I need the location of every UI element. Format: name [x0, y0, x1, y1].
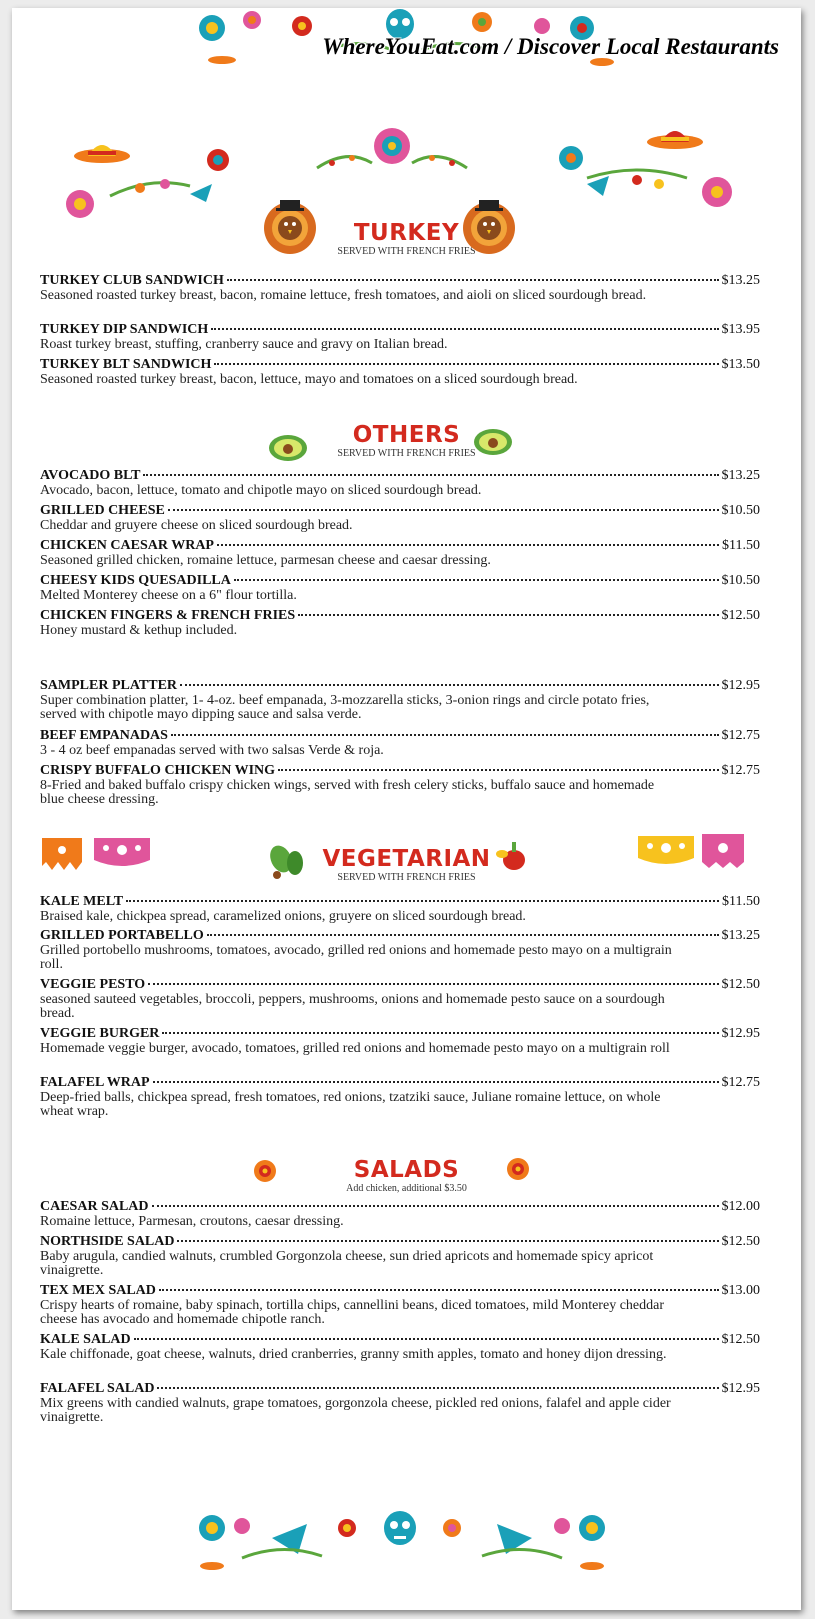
- section-header-salads: [12, 1157, 801, 1195]
- dot-leader: [134, 1338, 719, 1340]
- section-subtitle: SERVED WITH FRENCH FRIES: [337, 448, 476, 459]
- flower-icon: [506, 1157, 530, 1181]
- menu-item: [40, 503, 760, 533]
- dot-leader: [278, 769, 718, 771]
- menu-item: [40, 1283, 760, 1327]
- item-price: $12.50: [721, 608, 760, 623]
- item-price: $10.50: [721, 573, 760, 588]
- item-name: TEX MEX SALAD: [40, 1283, 156, 1298]
- flower-icon: [234, 1518, 250, 1534]
- flower-icon: [199, 15, 225, 41]
- bottom-floral-border: [182, 1498, 622, 1578]
- item-name: FALAFEL SALAD: [40, 1381, 155, 1396]
- item-price: $12.95: [721, 1381, 760, 1396]
- right-fiesta-decoration: [547, 118, 757, 218]
- item-name: TURKEY CLUB SANDWICH: [40, 273, 224, 288]
- item-price: $12.75: [721, 1075, 760, 1090]
- item-name: SAMPLER PLATTER: [40, 678, 178, 693]
- menu-item: [40, 273, 760, 303]
- item-price: $13.25: [721, 273, 760, 288]
- vegetable-icon: [267, 841, 307, 881]
- item-description: Seasoned roasted turkey breast, bacon, lettuce, mayo and tomatoes on a sliced sourdough bread.: [40, 372, 578, 387]
- left-fiesta-decoration: [40, 126, 250, 226]
- section-title: OTHERS: [352, 422, 461, 448]
- dot-leader: [171, 734, 719, 736]
- flower-icon: [374, 128, 410, 164]
- item-description: Mix greens with candied walnuts, grape tomatoes, gorgonzola cheese, pickled red onions, falafel and apple cider vinaigrette.: [40, 1396, 671, 1425]
- item-price: $12.50: [721, 977, 760, 992]
- item-price: $12.00: [721, 1199, 760, 1214]
- dot-leader: [214, 363, 718, 365]
- menu-item: [40, 608, 760, 638]
- avocado-icon: [267, 428, 309, 464]
- menu-item: [40, 1381, 760, 1425]
- flower-icon: [472, 12, 492, 32]
- dot-leader: [207, 934, 719, 936]
- item-description: 3 - 4 oz beef empanadas served with two salsas Verde & roja.: [40, 743, 384, 758]
- section-subtitle: SERVED WITH FRENCH FRIES: [337, 872, 476, 883]
- watermark: WhereYouEat.com / Discover Local Restaurants: [322, 34, 779, 59]
- flower-icon: [554, 1515, 605, 1541]
- flower-icon: [243, 11, 261, 29]
- menu-item: [40, 1199, 760, 1229]
- dot-leader: [143, 474, 718, 476]
- item-name: CHEESY KIDS QUESADILLA: [40, 573, 231, 588]
- flower-icon: [559, 146, 583, 170]
- item-name: VEGGIE PESTO: [40, 977, 146, 992]
- bird-icon: [190, 184, 212, 202]
- dot-leader: [227, 279, 719, 281]
- dot-leader: [148, 983, 718, 985]
- item-description: Avocado, bacon, lettuce, tomato and chipotle mayo on sliced sourdough bread.: [40, 483, 482, 498]
- section-title: VEGETARIAN: [322, 846, 491, 872]
- dot-leader: [159, 1289, 719, 1291]
- menu-item: [40, 728, 760, 758]
- avocado-icon: [472, 422, 514, 458]
- item-price: $12.95: [721, 678, 760, 693]
- item-description: Honey mustard & kethup included.: [40, 623, 238, 638]
- item-price: $13.25: [721, 928, 760, 943]
- item-price: $11.50: [722, 894, 760, 909]
- item-price: $10.50: [721, 503, 760, 518]
- item-price: $12.75: [721, 728, 760, 743]
- item-price: $12.50: [721, 1332, 760, 1347]
- item-description: Seasoned roasted turkey breast, bacon, romaine lettuce, fresh tomatoes, and aioli on sliced sourdough bread.: [40, 288, 647, 303]
- item-name: FALAFEL WRAP: [40, 1075, 150, 1090]
- item-description: Cheddar and gruyere cheese on sliced sourdough bread.: [40, 518, 353, 533]
- item-name: BEEF EMPANADAS: [40, 728, 168, 743]
- item-name: CAESAR SALAD: [40, 1199, 149, 1214]
- item-price: $12.50: [721, 1234, 760, 1249]
- flower-icon: [292, 16, 312, 36]
- bird-icon: [587, 176, 609, 196]
- item-description: Homemade veggie burger, avocado, tomatoes, grilled red onions and homemade pesto mayo on a multigrain roll: [40, 1041, 670, 1056]
- item-description: Deep-fried balls, chickpea spread, fresh tomatoes, red onions, tzatziki sauce, Juliane romaine lettuce, on whole wheat wrap.: [40, 1090, 661, 1119]
- dot-leader: [177, 1240, 718, 1242]
- section-title: TURKEY: [353, 220, 460, 246]
- menu-item: [40, 322, 760, 352]
- item-name: KALE MELT: [40, 894, 124, 909]
- dot-leader: [152, 1205, 719, 1207]
- item-description: Braised kale, chickpea spread, caramelized onions, gruyere on sliced sourdough bread.: [40, 909, 526, 924]
- menu-item: [40, 678, 760, 722]
- sugar-skull-icon: [384, 1511, 416, 1545]
- item-description: Romaine lettuce, Parmesan, croutons, caesar dressing.: [40, 1214, 344, 1229]
- section-header-turkey: [12, 220, 801, 258]
- item-name: TURKEY BLT SANDWICH: [40, 357, 212, 372]
- item-description: 8-Fried and baked buffalo crispy chicken wings, served with fresh celery sticks, buffalo sauce and homemade blue cheese dressing.: [40, 778, 655, 807]
- center-fiesta-decoration: [302, 118, 482, 188]
- menu-item: [40, 1026, 760, 1056]
- item-name: CHICKEN CAESAR WRAP: [40, 538, 214, 553]
- item-name: AVOCADO BLT: [40, 468, 141, 483]
- item-name: VEGGIE BURGER: [40, 1026, 160, 1041]
- dot-leader: [180, 684, 718, 686]
- turkey-icon: [260, 194, 320, 258]
- menu-page: [12, 8, 801, 1610]
- sombrero-icon: [647, 131, 703, 149]
- item-description: Crispy hearts of romaine, baby spinach, tortilla chips, cannellini beans, diced tomatoes, mild Monterey cheddar cheese has avocado and homemade chipotle ranch.: [40, 1298, 664, 1327]
- menu-item: [40, 763, 760, 807]
- section-header-vegetarian: [12, 846, 801, 884]
- turkey-icon: [459, 194, 519, 258]
- section-title: SALADS: [353, 1157, 460, 1183]
- flower-icon: [66, 190, 94, 218]
- dot-leader: [153, 1081, 719, 1083]
- item-description: seasoned sauteed vegetables, broccoli, peppers, mushrooms, onions and homemade pesto sauce on a sourdough bread.: [40, 992, 665, 1021]
- item-description: Grilled portobello mushrooms, tomatoes, avocado, grilled red onions and homemade pesto mayo on a multigrain roll.: [40, 943, 672, 972]
- dot-leader: [298, 614, 718, 616]
- item-description: Roast turkey breast, stuffing, cranberry sauce and gravy on Italian bread.: [40, 337, 448, 352]
- item-price: $13.95: [721, 322, 760, 337]
- dot-leader: [157, 1387, 718, 1389]
- item-price: $11.50: [722, 538, 760, 553]
- item-name: GRILLED CHEESE: [40, 503, 165, 518]
- dot-leader: [168, 509, 719, 511]
- dot-leader: [162, 1032, 718, 1034]
- dot-leader: [217, 544, 719, 546]
- menu-item: [40, 1075, 760, 1119]
- item-name: KALE SALAD: [40, 1332, 131, 1347]
- menu-item: [40, 1332, 760, 1362]
- item-price: $12.75: [721, 763, 760, 778]
- dot-leader: [234, 579, 719, 581]
- item-price: $13.25: [721, 468, 760, 483]
- flower-icon: [199, 1515, 225, 1541]
- item-name: NORTHSIDE SALAD: [40, 1234, 175, 1249]
- item-name: CRISPY BUFFALO CHICKEN WING: [40, 763, 276, 778]
- sombrero-icon: [200, 1562, 604, 1570]
- section-subtitle: SERVED WITH FRENCH FRIES: [337, 246, 476, 257]
- item-name: CHICKEN FINGERS & FRENCH FRIES: [40, 608, 296, 623]
- item-description: Super combination platter, 1- 4-oz. beef empanada, 3-mozzarella sticks, 3-onion rings and circle potato fries, served with chipotle mayo dipping sauce and salsa verde.: [40, 693, 650, 722]
- menu-item: [40, 538, 760, 568]
- item-description: Seasoned grilled chicken, romaine lettuce, parmesan cheese and caesar dressing.: [40, 553, 491, 568]
- dot-leader: [126, 900, 719, 902]
- menu-item: [40, 573, 760, 603]
- item-description: Melted Monterey cheese on a 6" flour tortilla.: [40, 588, 297, 603]
- menu-item: [40, 1234, 760, 1278]
- flower-icon: [443, 1519, 461, 1537]
- section-subtitle: Add chicken, additional $3.50: [346, 1183, 467, 1194]
- flower-icon: [207, 149, 229, 171]
- item-price: $13.50: [721, 357, 760, 372]
- menu-item: [40, 977, 760, 1021]
- menu-item: [40, 894, 760, 924]
- item-name: GRILLED PORTABELLO: [40, 928, 204, 943]
- menu-item: [40, 357, 760, 387]
- item-description: Baby arugula, candied walnuts, crumbled Gorgonzola cheese, sun dried apricots and homemade spicy apricot vinaigrette.: [40, 1249, 654, 1278]
- menu-item: [40, 468, 760, 498]
- section-header-others: [12, 422, 801, 460]
- dot-leader: [211, 328, 718, 330]
- item-name: TURKEY DIP SANDWICH: [40, 322, 209, 337]
- flower-icon: [338, 1519, 356, 1537]
- item-description: Kale chiffonade, goat cheese, walnuts, dried cranberries, granny smith apples, tomato and honey dijon dressing.: [40, 1347, 667, 1362]
- item-price: $13.00: [721, 1283, 760, 1298]
- vegetable-icon: [492, 836, 532, 876]
- menu-item: [40, 928, 760, 972]
- flower-icon: [702, 177, 732, 207]
- flower-icon: [253, 1159, 277, 1183]
- item-price: $12.95: [721, 1026, 760, 1041]
- sombrero-icon: [74, 145, 130, 163]
